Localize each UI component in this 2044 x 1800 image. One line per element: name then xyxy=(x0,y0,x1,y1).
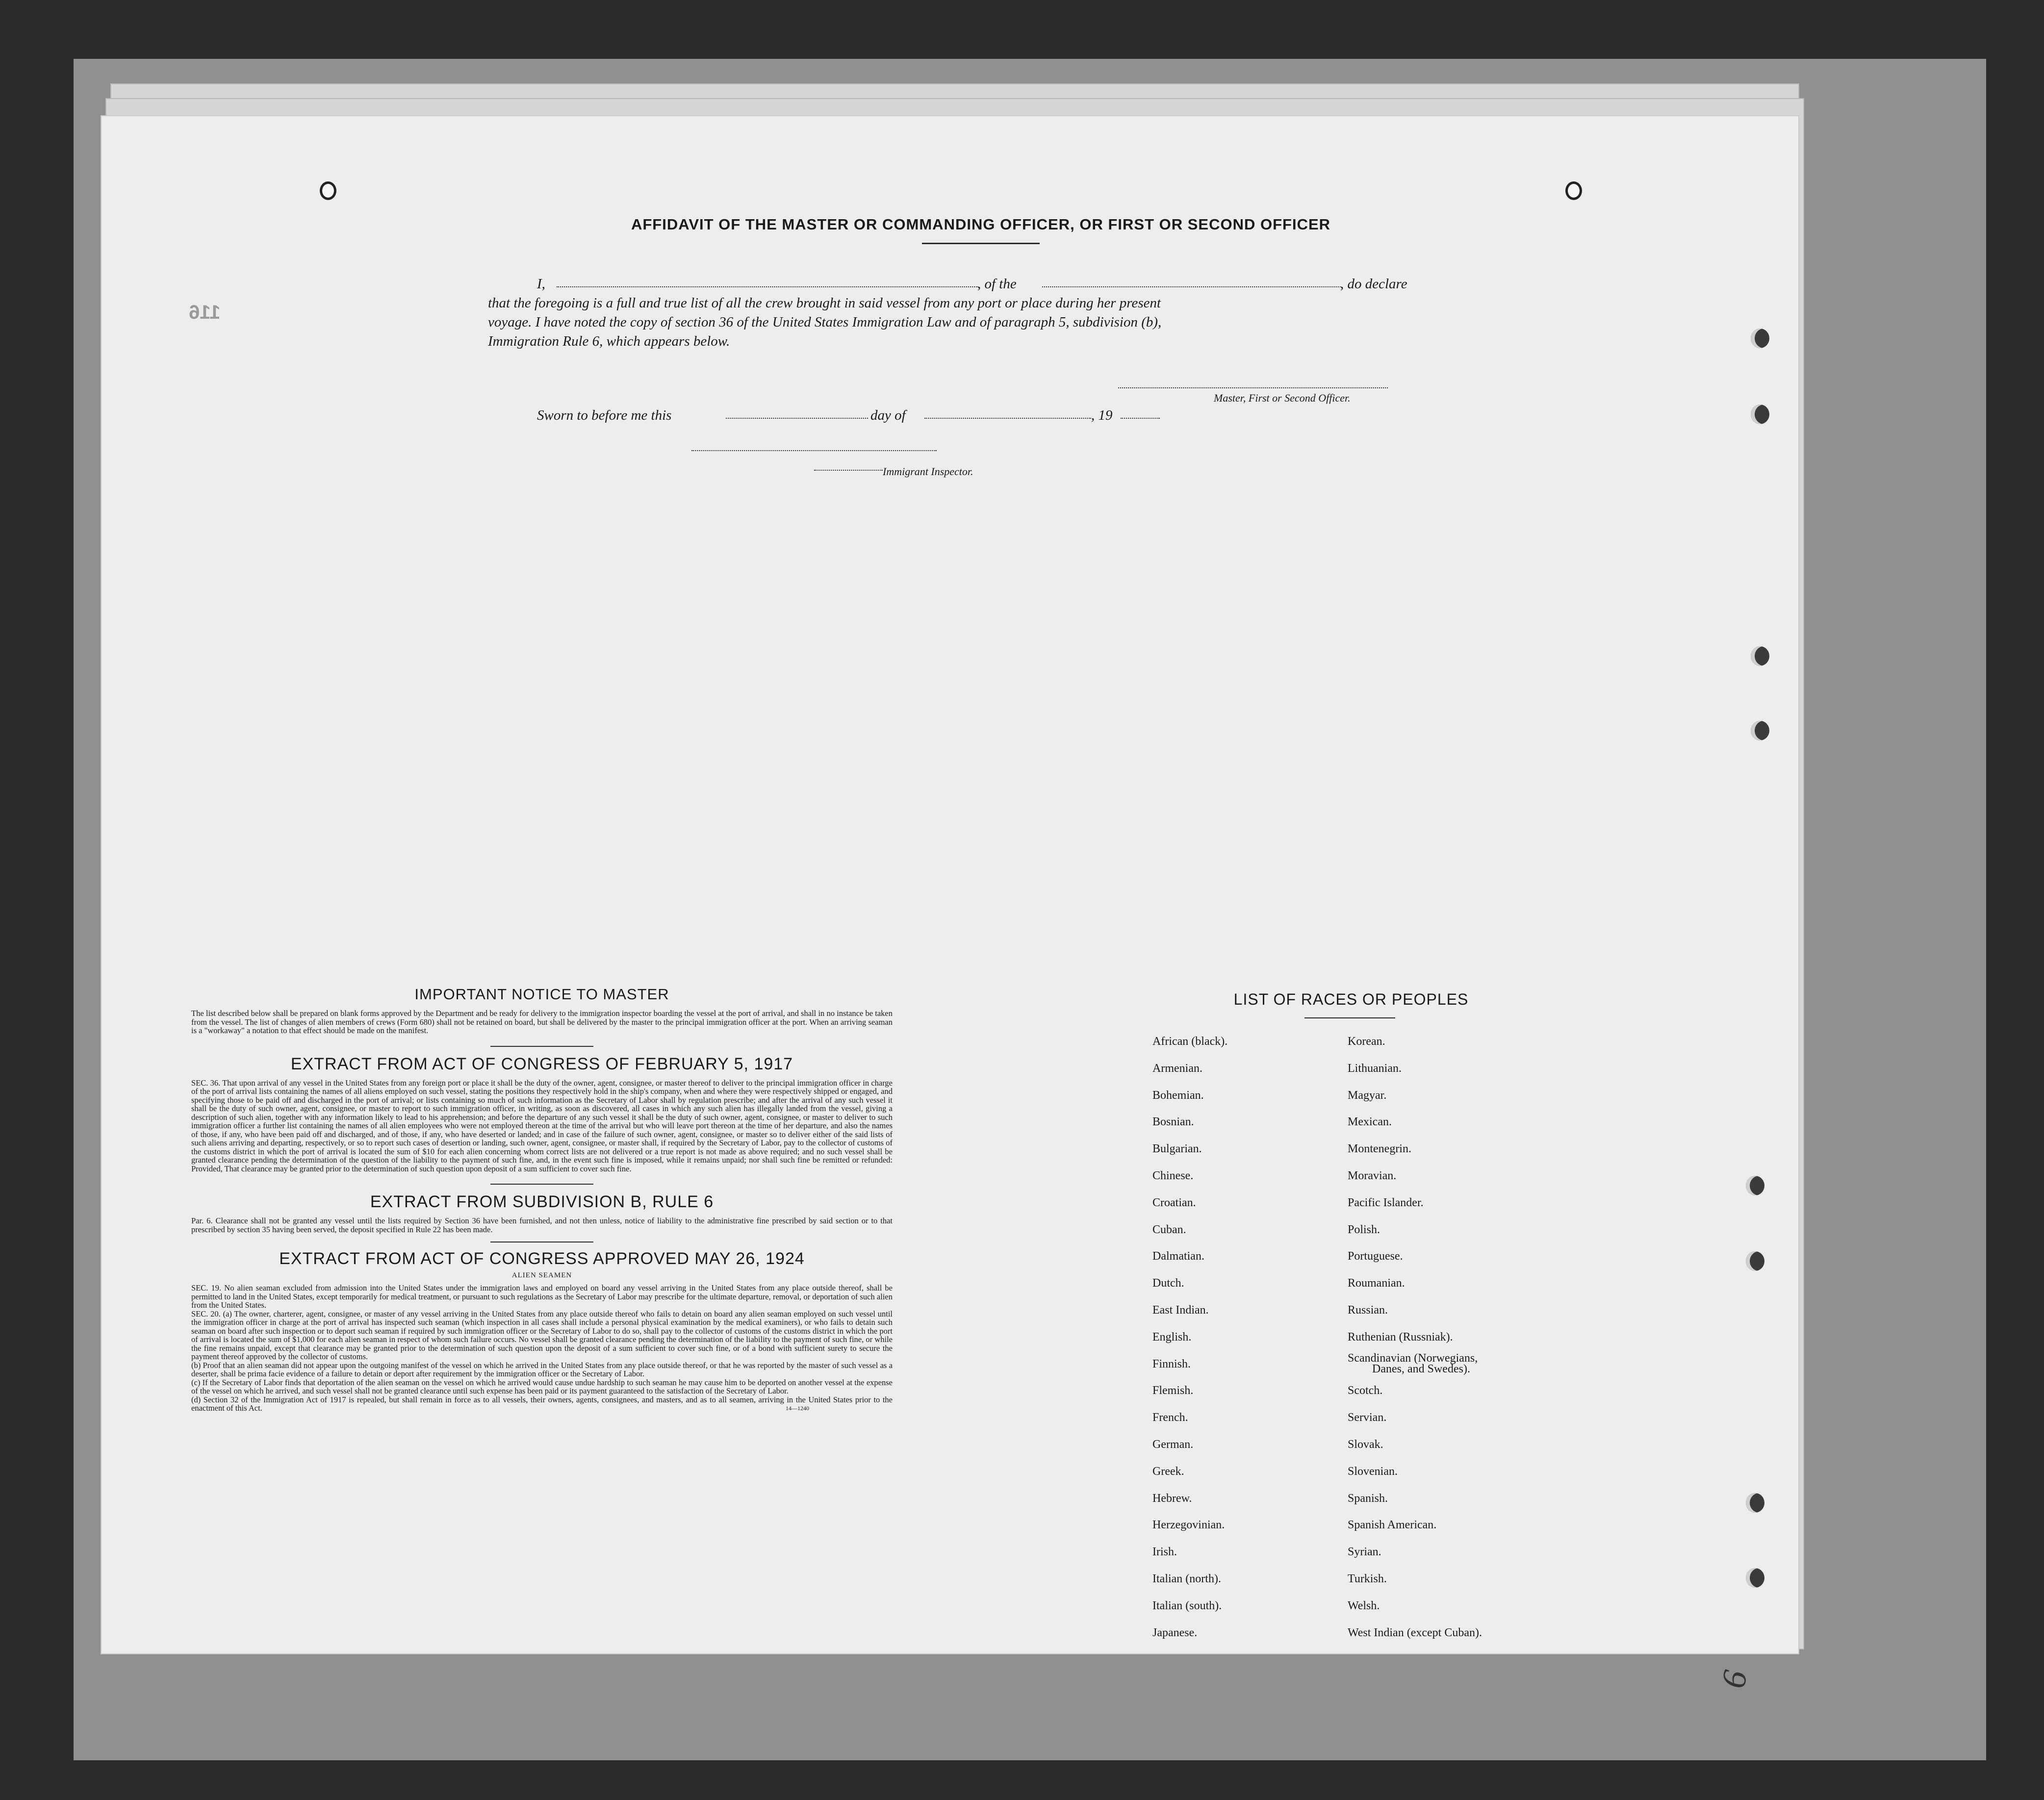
race-item: Japanese. xyxy=(1152,1626,1198,1639)
race-item: Moravian. xyxy=(1348,1169,1397,1182)
master-signature-label: Master, First or Second Officer. xyxy=(1214,392,1351,404)
race-item: Bulgarian. xyxy=(1152,1142,1202,1156)
race-item: African (black). xyxy=(1152,1035,1228,1048)
race-item: Mexican. xyxy=(1348,1115,1392,1129)
affidavit-line: voyage. I have noted the copy of section 36 of the United States Immigration Law and of paragraph 5, subdivision (b), xyxy=(488,314,1162,330)
race-item: Finnish. xyxy=(1152,1357,1191,1370)
divider xyxy=(490,1184,593,1185)
binder-hole xyxy=(1751,646,1769,666)
race-item: East Indian. xyxy=(1152,1303,1209,1317)
race-item: Lithuanian. xyxy=(1348,1062,1402,1075)
affidavit-text xyxy=(488,275,1434,351)
extract-1924-p2: SEC. 20. (a) The owner, charterer, agent, consignee, or master of any vessel arriving in the United States from any place outside thereof who fails to detain on board any alien seaman employed on such vessel until the immigration officer in charge at the port of arrival has inspected such seaman (which inspection in all cases shall include a personal physical examination by the medical examiners), or who fails to detain such seaman on board after such inspection or to deport such seaman if required by such immigration officer or the Secretary of Labor to do so, shall pay to the collector of customs of the customs district in which the port of arrival is located the sum of $1,000 for each alien seaman in respect of whom such failure occurs. No vessel shall be granted clearance pending the determination of the liability to the payment of such fine, or while the fine remains unpaid, except that clearance may be granted prior to the determination of such question upon the deposit of a sum sufficient to cover such fine, or of a bond with sufficient surety to secure the payment thereof approved by the collector of customs. xyxy=(191,1309,893,1361)
notice-title: IMPORTANT NOTICE TO MASTER xyxy=(414,986,669,1003)
binder-hole xyxy=(1746,1251,1764,1271)
race-item: Slovenian. xyxy=(1348,1465,1398,1478)
inspector-signature-label: Immigrant Inspector. xyxy=(883,465,973,478)
race-item: Russian. xyxy=(1348,1303,1388,1317)
race-item: Greek. xyxy=(1152,1465,1184,1478)
notices-column xyxy=(191,986,893,1412)
race-item: German. xyxy=(1152,1438,1194,1451)
race-item: Magyar. xyxy=(1348,1089,1387,1102)
race-item: Hebrew. xyxy=(1152,1492,1192,1505)
punch-hole xyxy=(1565,181,1582,200)
race-item: Croatian. xyxy=(1152,1196,1196,1209)
race-item: English. xyxy=(1152,1330,1192,1344)
month-blank xyxy=(924,418,1091,419)
race-item: Slovak. xyxy=(1348,1438,1383,1451)
form-number: 14—1240 xyxy=(786,1404,809,1412)
binder-hole xyxy=(1746,1176,1764,1195)
race-item: Portuguese. xyxy=(1348,1250,1403,1263)
race-item: Turkish. xyxy=(1348,1572,1387,1585)
extract-1924-p4: (c) If the Secretary of Labor finds that deportation of the alien seaman on the vessel on which he arrived would cause undue hardship to such seaman he may cause him to be deported on another vessel at the expense of the vessel on which he arrived, and such vessel shall not be granted clearance until such expense has been paid or its payment guaranteed to the satisfaction of the Secretary of Labor. xyxy=(191,1377,893,1395)
day-of-label: day of xyxy=(870,407,906,423)
race-item: Scotch. xyxy=(1348,1384,1383,1397)
title-underline xyxy=(922,243,1040,244)
race-item: Spanish American. xyxy=(1348,1519,1437,1532)
year-blank xyxy=(1121,418,1160,419)
divider xyxy=(490,1046,593,1047)
sworn-line xyxy=(537,406,1175,426)
extract-1924-p1: SEC. 19. No alien seaman excluded from admission into the United States under the immigration laws and employed on board any vessel arriving in the United States from any place outside thereof, shall be permitted to land in the United States, except temporarily for medical treatment, or pursuant to such regulations as the Secretary of Labor may prescribe for the ultimate departure, removal, or deportation of such alien from the United States. xyxy=(191,1283,893,1310)
race-item: Polish. xyxy=(1348,1223,1380,1236)
extract-rule6-title: EXTRACT FROM SUBDIVISION B, RULE 6 xyxy=(370,1192,714,1211)
race-item: Chinese. xyxy=(1152,1169,1194,1182)
affidavit-i: I, xyxy=(537,276,545,292)
races-column-2 xyxy=(1348,1028,1482,1646)
affidavit-title: AFFIDAVIT OF THE MASTER OR COMMANDING OFFICER, OR FIRST OR SECOND OFFICER xyxy=(631,216,1331,233)
inspector-signature-line-2 xyxy=(814,470,883,471)
affidavit-line: that the foregoing is a full and true list of all the crew brought in said vessel from any port or place during her present xyxy=(488,295,1161,311)
extract-1917-body: SEC. 36. That upon arrival of any vessel in the United States from any foreign port or place it shall be the duty of the owner, agent, consignee, or master thereof to deliver to the principal immigration officer in charge of the port of arrival lists containing the names of all aliens employed on such vessel, stating the positions they respectively hold in the ship's company, when and where they were respectively shipped or engaged, and specifying those to be paid off and discharged in the port of arrival; or lists containing so much of such information as the Secretary of Labor shall by regulation prescribe; and after the arrival of any such vessel it shall be the duty of such owner, agent, consignee, or master to report to such immigration officer, in writing, as soon as discovered, all cases in which any such alien has illegally landed from the vessel, giving a description of such alien, together with any information likely to lead to his apprehension; and before the departure of any such vessel it shall be the duty of such owner, agent, consignee, or master to deliver to such immigration officer a further list containing the names of all alien employees who were not employed thereon at the time of the arrival but who will leave port thereon at the time of her departure, and also the names of those, if any, who have been paid off and discharged, and of those, if any, who have deserted or landed; and in case of the failure of such owner, agent, consignee, or master so to deliver either of the said lists of such aliens arriving and departing, respectively, or so to report such cases of desertion or landing, such owner, agent, consignee, or master shall, if required by the Secretary of Labor, pay to the collector of customs of the customs district in which the port of arrival is located the sum of $10 for each alien concerning whom correct lists are not delivered or a true report is not made as above required; and no such vessel shall be granted clearance pending the determination of the question of the liability to the payment of such fine, and, in the event such fine is imposed, while it remains unpaid; nor shall such fine be remitted or refunded: Provided, That clearance may be granted prior to the determination of such question upon deposit of a sum sufficient to cover such fine. xyxy=(191,1078,893,1173)
race-item: Irish. xyxy=(1152,1546,1177,1559)
race-item: Italian (north). xyxy=(1152,1572,1221,1585)
race-item-line-2: Danes, and Swedes). xyxy=(1372,1362,1470,1375)
inspector-signature-line xyxy=(691,450,937,451)
day-blank xyxy=(726,418,868,419)
binder-hole xyxy=(1751,329,1769,348)
races-column-1 xyxy=(1152,1028,1227,1646)
extract-1924-p3: (b) Proof that an alien seaman did not appear upon the outgoing manifest of the vessel on which he arrived in the United States from any place outside thereof, or that he was reported by the master of such vessel as a deserter, shall be prima facie evidence of a failure to detain or deport after requirement by the immigration officer or the Secretary of Labor. xyxy=(191,1360,893,1378)
race-item: Ruthenian (Russniak). xyxy=(1348,1330,1453,1344)
race-item: Flemish. xyxy=(1152,1384,1194,1397)
vessel-blank xyxy=(1042,286,1341,287)
affidavit-of-the: , of the xyxy=(977,276,1017,292)
race-item: Bosnian. xyxy=(1152,1115,1194,1129)
sworn-label: Sworn to before me this xyxy=(537,407,672,423)
race-item: Pacific Islander. xyxy=(1348,1196,1424,1209)
binder-hole xyxy=(1746,1568,1764,1588)
races-title: LIST OF RACES OR PEOPLES xyxy=(1233,990,1469,1008)
affidavit-line: Immigration Rule 6, which appears below. xyxy=(488,333,730,349)
binder-hole xyxy=(1751,721,1769,740)
notice-body: The list described below shall be prepared on blank forms approved by the Department and be ready for delivery to the immigration inspector boarding the vessel at the port of arrival, and shall in no instance be taken from the vessel. The list of changes of alien members of crews (Form 680) shall not be retained on board, but shall be delivered by the master to the principal immigration officer at the port. When an arriving seaman is a "workaway" a notation to that effect should be made on the manifest. xyxy=(191,1009,893,1035)
extract-1917-title: EXTRACT FROM ACT OF CONGRESS OF FEBRUARY 5, 1917 xyxy=(290,1054,793,1073)
race-item: Korean. xyxy=(1348,1035,1385,1048)
year-label: , 19 xyxy=(1091,407,1113,423)
race-item: Bohemian. xyxy=(1152,1089,1204,1102)
race-item xyxy=(1348,1351,1482,1378)
race-item: Herzegovinian. xyxy=(1152,1519,1225,1532)
race-item: Servian. xyxy=(1348,1411,1387,1424)
handwritten-page-mark: 6 xyxy=(1714,1667,1755,1691)
binder-hole xyxy=(1746,1493,1764,1513)
extract-rule6-body: Par. 6. Clearance shall not be granted any vessel until the lists required by Section 36 have been furnished, and not then unless, notice of liability to the administrative fine prescribed by said section or to that prescribed by section 35 having been served, the deposit specified in Rule 22 has been made. xyxy=(191,1216,893,1234)
race-item: Montenegrin. xyxy=(1348,1142,1411,1156)
race-item: Dalmatian. xyxy=(1152,1250,1204,1263)
race-item: French. xyxy=(1152,1411,1188,1424)
extract-1924-subtitle: ALIEN SEAMEN xyxy=(511,1271,572,1279)
race-item: Welsh. xyxy=(1348,1599,1380,1612)
extract-1924-title: EXTRACT FROM ACT OF CONGRESS APPROVED MAY 26, 1924 xyxy=(279,1249,805,1268)
race-item: Cuban. xyxy=(1152,1223,1186,1236)
race-item: Spanish. xyxy=(1348,1492,1388,1505)
race-item: West Indian (except Cuban). xyxy=(1348,1626,1482,1639)
races-underline xyxy=(1304,1017,1395,1018)
race-item: Armenian. xyxy=(1152,1062,1202,1075)
name-blank xyxy=(557,286,978,287)
race-item-line-1: Scandinavian (Norwegians, xyxy=(1348,1351,1478,1365)
race-item: Dutch. xyxy=(1152,1277,1184,1290)
punch-hole xyxy=(320,181,336,200)
affidavit-declare-line xyxy=(488,275,1434,294)
race-item: Syrian. xyxy=(1348,1546,1381,1559)
extract-1924-p5: (d) Section 32 of the Immigration Act of 1917 is repealed, but shall remain in force as to all vessels, their owners, agents, consignees, and masters, and as to all seamen, arriving in the United States prior to the enactment of this Act. xyxy=(191,1394,893,1413)
affidavit-do-declare: , do declare xyxy=(1340,276,1407,292)
race-item: Italian (south). xyxy=(1152,1599,1222,1612)
bleed-through-number: 116 xyxy=(189,302,221,323)
binder-hole xyxy=(1751,405,1769,424)
race-item: Roumanian. xyxy=(1348,1277,1405,1290)
